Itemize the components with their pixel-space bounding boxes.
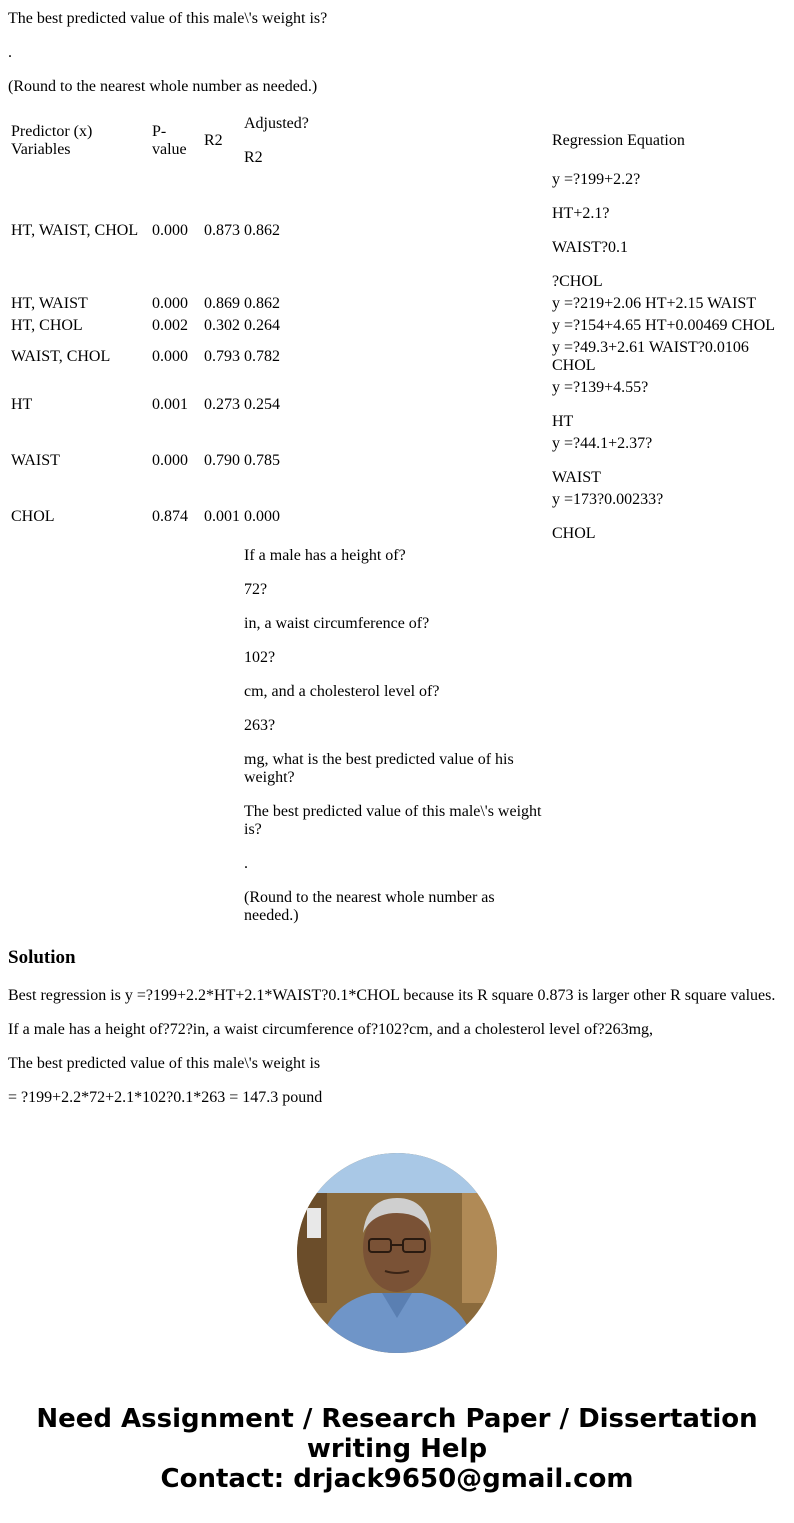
row-adjusted-r2: 0.782 [244, 348, 280, 365]
row-equation: HT+2.1? [552, 205, 610, 222]
header-adjusted: Adjusted? [244, 115, 309, 132]
row-adjusted-r2: 0.264 [244, 317, 280, 334]
header-adjusted-r2: R2 [244, 149, 263, 166]
row-equation: y =?199+2.2? [552, 171, 641, 188]
followup-text: mg, what is the best predicted value of his weight? [244, 751, 514, 786]
row-adjusted-r2: 0.862 [244, 295, 280, 312]
row-equation: ?CHOL [552, 273, 603, 290]
row-equation: y =?219+2.06 HT+2.15 WAIST [552, 295, 757, 312]
row-adjusted-r2: 0.000 [244, 508, 280, 525]
row-equation: y =?154+4.65 HT+0.00469 CHOL [552, 317, 776, 334]
promo-banner [0, 1404, 794, 1494]
header-r2: R2 [204, 132, 223, 149]
row-r2: 0.869 [204, 295, 240, 312]
row-equation: y =?139+4.55? [552, 379, 649, 396]
promo-contact: Contact: drjack9650@gmail.com [160, 1464, 634, 1494]
row-predictor: HT [11, 396, 33, 413]
row-pvalue: 0.002 [152, 317, 188, 334]
row-equation: y =?44.1+2.37? [552, 435, 653, 452]
row-predictor: CHOL [11, 508, 55, 525]
promo-line-help: Need Assignment / Research Paper / Dissertation writing Help [36, 1404, 758, 1464]
solution-heading: Solution [8, 947, 76, 968]
row-pvalue: 0.000 [152, 452, 188, 469]
header-pvalue: P-value [152, 123, 187, 158]
row-r2: 0.790 [204, 452, 240, 469]
solution-line: Best regression is y =?199+2.2*HT+2.1*WAIST?0.1*CHOL because its R square 0.873 is larger other R square values. [8, 987, 776, 1004]
header-predictor: Predictor (x) Variables [11, 123, 93, 158]
followup-text: 72? [244, 581, 268, 598]
row-r2: 0.793 [204, 348, 240, 365]
row-adjusted-r2: 0.785 [244, 452, 280, 469]
row-predictor: HT, WAIST [11, 295, 88, 312]
row-pvalue: 0.874 [152, 508, 188, 525]
row-adjusted-r2: 0.254 [244, 396, 280, 413]
followup-text: (Round to the nearest whole number as needed.) [244, 889, 495, 924]
row-equation: y =?49.3+2.61 WAIST?0.0106 CHOL [552, 339, 749, 374]
row-equation: HT [552, 413, 574, 430]
row-r2: 0.873 [204, 222, 240, 239]
row-r2: 0.302 [204, 317, 240, 334]
row-predictor: HT, CHOL [11, 317, 83, 334]
row-r2: 0.001 [204, 508, 240, 525]
row-adjusted-r2: 0.862 [244, 222, 280, 239]
question-round-note: (Round to the nearest whole number as needed.) [8, 78, 318, 95]
followup-text: in, a waist circumference of? [244, 615, 430, 632]
row-equation: y =173?0.00233? [552, 491, 664, 508]
row-pvalue: 0.001 [152, 396, 188, 413]
followup-text: . [244, 855, 248, 872]
question-best-value: The best predicted value of this male\'s weight is? [8, 10, 328, 27]
row-equation: WAIST?0.1 [552, 239, 628, 256]
row-predictor: HT, WAIST, CHOL [11, 222, 139, 239]
row-equation: CHOL [552, 525, 596, 542]
row-r2: 0.273 [204, 396, 240, 413]
question-dot: . [8, 44, 12, 61]
row-predictor: WAIST, CHOL [11, 348, 111, 365]
solution-line: If a male has a height of?72?in, a waist circumference of?102?cm, and a cholesterol level of?263mg, [8, 1021, 654, 1038]
followup-text: If a male has a height of? [244, 547, 406, 564]
row-predictor: WAIST [11, 452, 60, 469]
solution-line: = ?199+2.2*72+2.1*102?0.1*263 = 147.3 pound [8, 1089, 323, 1106]
solution-line: The best predicted value of this male\'s weight is [8, 1055, 321, 1072]
followup-text: cm, and a cholesterol level of? [244, 683, 440, 700]
followup-text: The best predicted value of this male\'s weight is? [244, 803, 542, 838]
row-equation: WAIST [552, 469, 601, 486]
header-equation: Regression Equation [552, 132, 685, 149]
row-pvalue: 0.000 [152, 348, 188, 365]
author-photo [297, 1153, 497, 1353]
followup-text: 102? [244, 649, 276, 666]
row-pvalue: 0.000 [152, 222, 188, 239]
followup-text: 263? [244, 717, 276, 734]
row-pvalue: 0.000 [152, 295, 188, 312]
